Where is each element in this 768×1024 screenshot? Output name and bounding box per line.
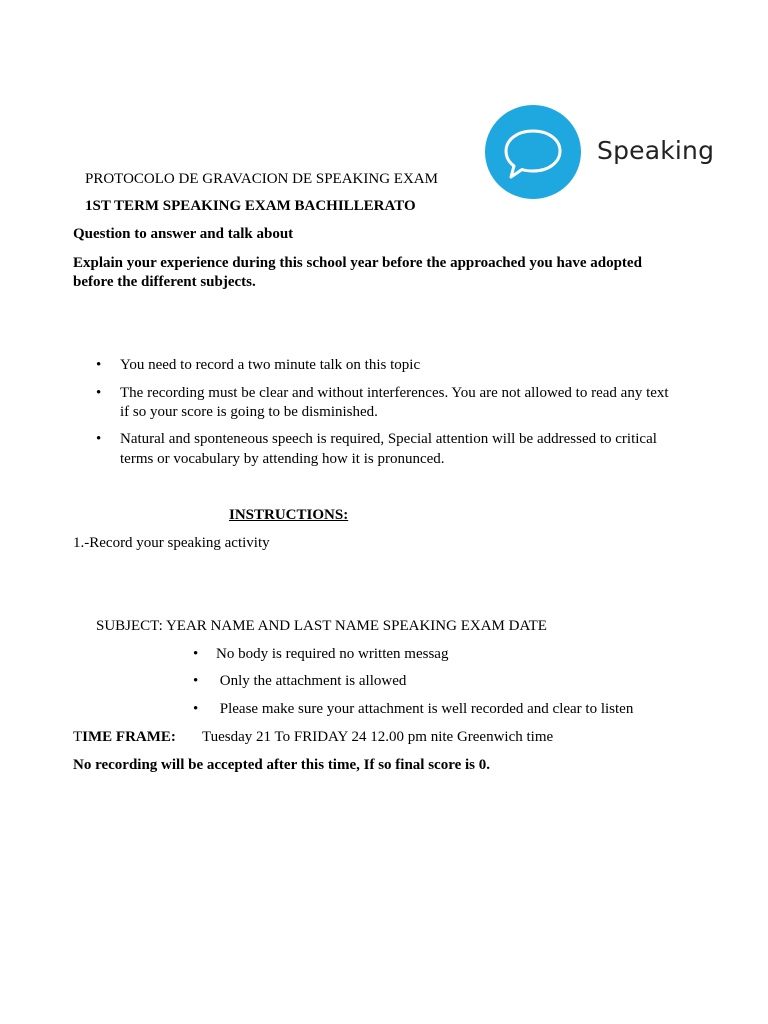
submission-item-1: No body is required no written messag [216, 646, 449, 662]
instructions-heading: INSTRUCTIONS: [229, 507, 349, 523]
time-frame-value: Tuesday 21 To FRIDAY 24 12.00 pm nite Greenwich time [202, 729, 554, 745]
instruction-step-1: 1.-Record your speaking activity [73, 535, 270, 551]
rule-3-line-1: Natural and sponteneous speech is required, Special attention will be addressed to critical [120, 431, 657, 447]
rule-2-line-1: The recording must be clear and without interferences. You are not allowed to read any text [120, 385, 669, 401]
rule-1-line-1: You need to record a two minute talk on this topic [120, 357, 421, 373]
bullet-icon: • [96, 357, 102, 373]
document-subtitle: 1ST TERM SPEAKING EXAM BACHILLERATO [85, 198, 416, 214]
rule-3-line-2: terms or vocabulary by attending how it is pronunced. [120, 451, 445, 467]
bullet-icon: • [193, 646, 199, 662]
logo-label: Speaking [597, 136, 715, 165]
submission-item-3: Please make sure your attachment is well recorded and clear to listen [216, 701, 634, 717]
bullet-icon: • [96, 385, 102, 401]
bullet-icon: • [96, 431, 102, 447]
time-frame-label-rest: IME FRAME: [82, 729, 176, 745]
final-note: No recording will be accepted after this time, If so final score is 0. [73, 757, 491, 773]
time-frame-label [73, 728, 176, 747]
bullet-icon: • [193, 701, 199, 717]
submission-item-2: Only the attachment is allowed [216, 673, 407, 689]
bullet-icon: • [193, 673, 199, 689]
question-line-2: before the different subjects. [73, 274, 256, 290]
speech-bubble-icon [485, 105, 581, 199]
question-heading: Question to answer and talk about [73, 226, 294, 242]
logo-circle [485, 105, 581, 199]
document-title: PROTOCOLO DE GRAVACION DE SPEAKING EXAM [85, 171, 438, 187]
time-frame-label-first: T [73, 729, 83, 745]
question-line-1: Explain your experience during this school year before the approached you have adopted [73, 255, 642, 271]
rule-2-line-2: if so your score is going to be disminished. [120, 404, 378, 420]
subject-line: SUBJECT: YEAR NAME AND LAST NAME SPEAKING EXAM DATE [96, 618, 547, 634]
